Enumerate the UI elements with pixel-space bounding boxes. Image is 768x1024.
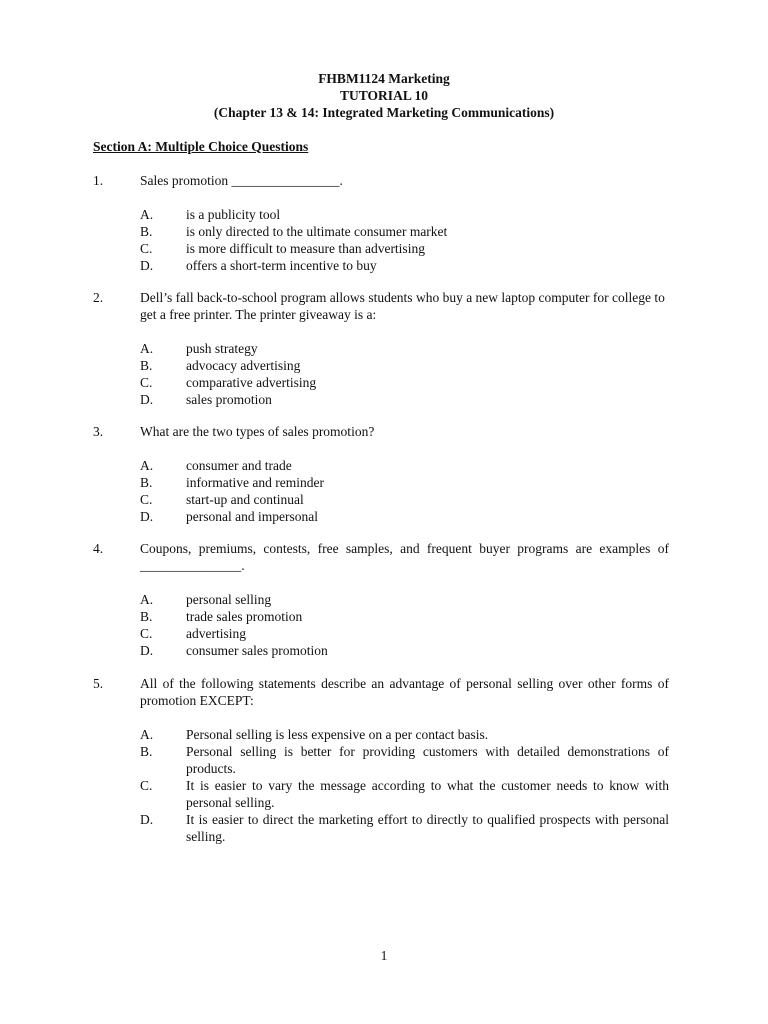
page-number: 1	[380, 948, 388, 963]
option-letter: D.	[140, 258, 154, 273]
option-text: Personal selling is less expensive on a per contact basis.	[186, 727, 489, 742]
option-text: is more difficult to measure than advertising	[186, 241, 425, 256]
option-d	[140, 811, 669, 845]
option-text: push strategy	[186, 341, 258, 356]
section-title: Section A: Multiple Choice Questions	[93, 139, 309, 154]
question-3	[93, 423, 669, 525]
option-text: trade sales promotion	[186, 609, 303, 624]
option-letter: A.	[140, 207, 154, 222]
option-b	[140, 743, 669, 777]
option-list	[140, 591, 669, 659]
option-letter: C.	[140, 626, 153, 641]
option-list	[140, 340, 669, 408]
option-d	[140, 642, 669, 659]
option-text: It is easier to vary the message according to what the customer needs to know with personal selling.	[186, 778, 669, 810]
question-4	[93, 540, 669, 659]
question-number: 3.	[93, 424, 104, 439]
course-title: FHBM1124 Marketing	[318, 71, 450, 86]
question-number: 1.	[93, 173, 104, 188]
option-letter: D.	[140, 392, 154, 407]
option-text: personal selling	[186, 592, 272, 607]
option-letter: B.	[140, 609, 153, 624]
option-d	[140, 391, 669, 408]
option-letter: D.	[140, 643, 154, 658]
option-text: consumer sales promotion	[186, 643, 328, 658]
option-b	[140, 223, 669, 240]
question-2	[93, 289, 669, 408]
document-header	[0, 70, 768, 121]
option-list	[140, 726, 669, 845]
option-letter: B.	[140, 224, 153, 239]
option-text: sales promotion	[186, 392, 272, 407]
tutorial-title: TUTORIAL 10	[340, 88, 428, 103]
option-c	[140, 491, 669, 508]
option-text: advocacy advertising	[186, 358, 301, 373]
option-c	[140, 240, 669, 257]
question-text: Dell’s fall back-to-school program allows students who buy a new laptop computer for college to get a free printer. The printer giveaway is a:	[140, 290, 665, 322]
question-text: All of the following statements describe an advantage of personal selling over other forms of promotion EXCEPT:	[140, 676, 669, 708]
option-letter: C.	[140, 492, 153, 507]
option-text: start-up and continual	[186, 492, 304, 507]
option-a	[140, 457, 669, 474]
option-text: personal and impersonal	[186, 509, 318, 524]
option-d	[140, 257, 669, 274]
option-a	[140, 591, 669, 608]
question-text: Coupons, premiums, contests, free samples, and frequent buyer programs are examples of _______________.	[140, 541, 669, 573]
option-letter: A.	[140, 727, 154, 742]
option-letter: D.	[140, 509, 154, 524]
option-letter: B.	[140, 358, 153, 373]
option-text: is a publicity tool	[186, 207, 281, 222]
option-c	[140, 777, 669, 811]
question-number: 5.	[93, 676, 104, 691]
option-d	[140, 508, 669, 525]
option-text: is only directed to the ultimate consumer market	[186, 224, 448, 239]
chapter-title: (Chapter 13 & 14: Integrated Marketing Communications)	[213, 105, 555, 120]
question-5	[93, 675, 669, 845]
question-number: 4.	[93, 541, 104, 556]
option-a	[140, 726, 669, 743]
option-text: consumer and trade	[186, 458, 292, 473]
option-text: Personal selling is better for providing customers with detailed demonstrations of products.	[186, 744, 669, 776]
option-letter: B.	[140, 475, 153, 490]
question-text: What are the two types of sales promotion?	[140, 424, 375, 439]
option-letter: D.	[140, 812, 154, 827]
option-letter: B.	[140, 744, 153, 759]
option-letter: C.	[140, 375, 153, 390]
option-list	[140, 206, 669, 274]
option-b	[140, 474, 669, 491]
option-letter: A.	[140, 592, 154, 607]
option-text: offers a short-term incentive to buy	[186, 258, 377, 273]
option-letter: C.	[140, 241, 153, 256]
option-b	[140, 608, 669, 625]
option-letter: C.	[140, 778, 153, 793]
option-text: informative and reminder	[186, 475, 324, 490]
option-a	[140, 206, 669, 223]
option-letter: A.	[140, 341, 154, 356]
option-a	[140, 340, 669, 357]
option-b	[140, 357, 669, 374]
option-c	[140, 374, 669, 391]
option-letter: A.	[140, 458, 154, 473]
option-c	[140, 625, 669, 642]
question-1	[93, 172, 669, 274]
option-text: comparative advertising	[186, 375, 317, 390]
option-text: advertising	[186, 626, 246, 641]
question-text: Sales promotion ________________.	[140, 173, 343, 188]
option-list	[140, 457, 669, 525]
question-number: 2.	[93, 290, 104, 305]
option-text: It is easier to direct the marketing effort to directly to qualified prospects with personal selling.	[186, 812, 669, 844]
